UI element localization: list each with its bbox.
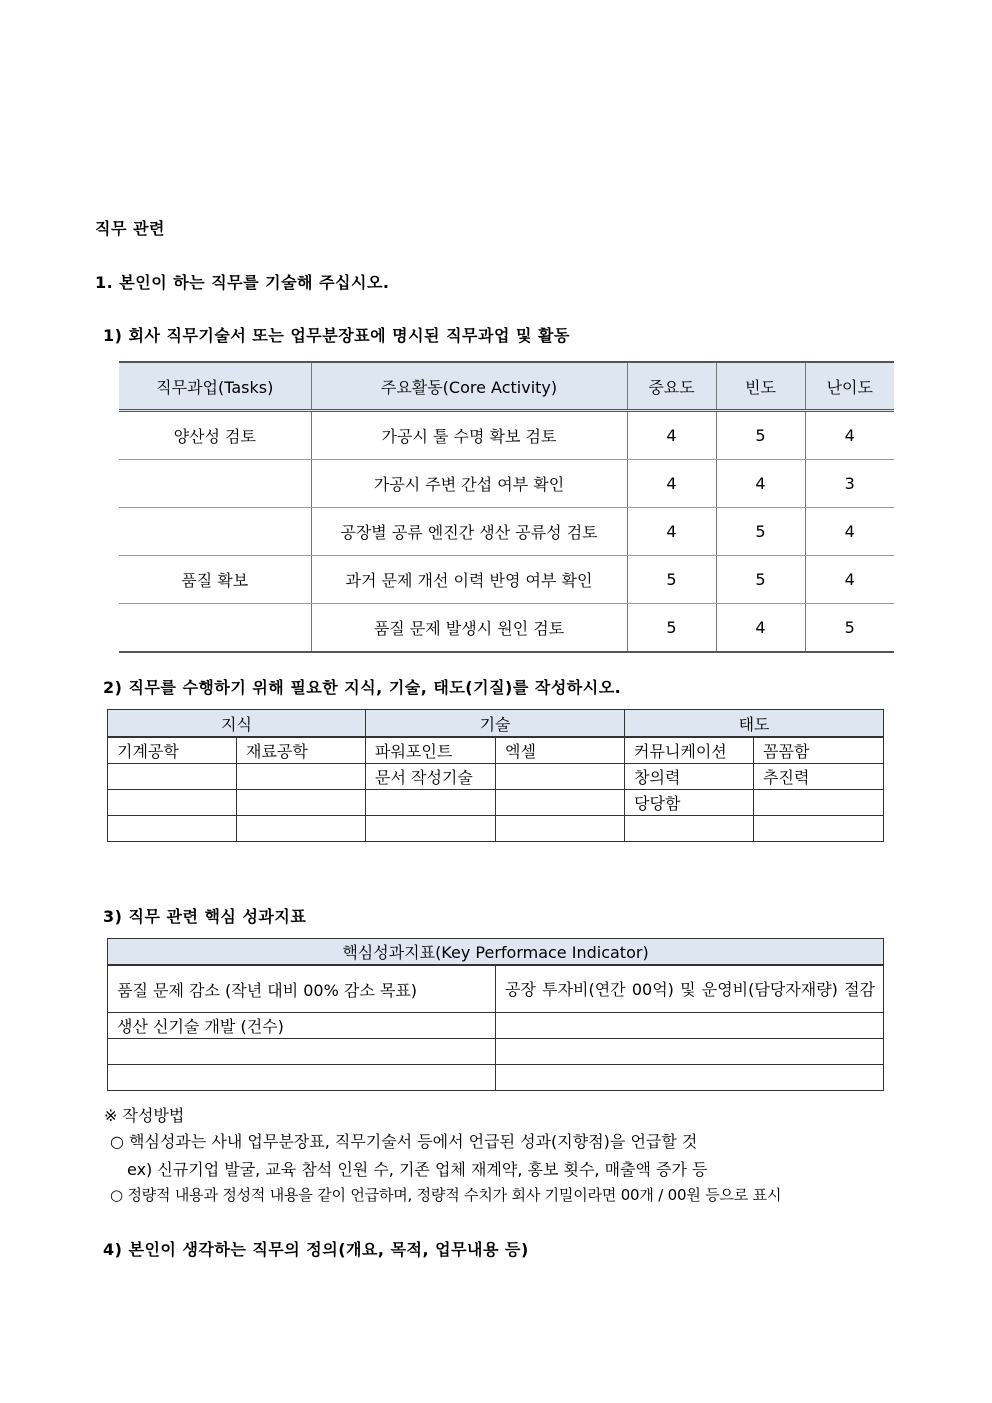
importance-cell: 5 [627,556,716,604]
difficulty-cell: 5 [805,604,894,653]
knowledge-cell [108,764,237,790]
attitude-cell: 꼼꼼함 [754,737,884,764]
notes-line-2: ex) 신규기업 발굴, 교육 참석 인원 수, 기존 업체 재계약, 홍보 횟수, 매출액 증가 등 [127,1160,708,1179]
notes-title: ※ 작성방법 [104,1106,185,1125]
header-skill: 기술 [366,710,625,738]
kpi-table [107,938,884,1091]
activity-cell: 공장별 공류 엔진간 생산 공류성 검토 [311,508,627,556]
table-row [108,965,884,1013]
table-row [119,604,894,653]
task-cell [119,508,311,556]
table-row [119,508,894,556]
table-row [119,411,894,460]
table-header-row [108,710,884,738]
knowledge-cell [237,790,366,816]
table-row [108,1039,884,1065]
kpi-cell [108,1065,496,1091]
header-kpi: 핵심성과지표(Key Performace Indicator) [108,939,884,966]
frequency-cell: 4 [716,460,805,508]
subsection-4-title: 4) 본인이 생각하는 직무의 정의(개요, 목적, 업무내용 등) [103,1240,529,1259]
header-tasks: 직무과업(Tasks) [119,362,311,411]
knowledge-cell [237,764,366,790]
table-row [108,790,884,816]
task-cell [119,460,311,508]
table-header-row [108,939,884,966]
notes-line-1: ○ 핵심성과는 사내 업무분장표, 직무기술서 등에서 언급된 성과(지향점)을 언급할 것 [110,1132,698,1151]
task-activity-table [119,361,894,653]
skill-cell [496,790,625,816]
header-attitude: 태도 [625,710,884,738]
knowledge-cell: 재료공학 [237,737,366,764]
attitude-cell [754,816,884,842]
subsection-3-title: 3) 직무 관련 핵심 성과지표 [103,907,307,926]
attitude-cell: 커뮤니케이션 [625,737,754,764]
question-1: 1. 본인이 하는 직무를 기술해 주십시오. [95,273,390,292]
importance-cell: 5 [627,604,716,653]
skill-cell [366,816,496,842]
attitude-cell [754,790,884,816]
attitude-cell: 추진력 [754,764,884,790]
difficulty-cell: 3 [805,460,894,508]
header-knowledge: 지식 [108,710,366,738]
attitude-cell [625,816,754,842]
skill-cell [496,764,625,790]
skill-cell: 엑셀 [496,737,625,764]
kpi-cell: 생산 신기술 개발 (건수) [108,1013,496,1039]
attitude-cell: 당당함 [625,790,754,816]
attitude-cell: 창의력 [625,764,754,790]
difficulty-cell: 4 [805,556,894,604]
table-row [108,737,884,764]
activity-cell: 품질 문제 발생시 원인 검토 [311,604,627,653]
header-frequency: 빈도 [716,362,805,411]
activity-cell: 가공시 툴 수명 확보 검토 [311,411,627,460]
activity-cell: 과거 문제 개선 이력 반영 여부 확인 [311,556,627,604]
kpi-cell: 품질 문제 감소 (작년 대비 00% 감소 목표) [108,965,496,1013]
frequency-cell: 4 [716,604,805,653]
table-row [108,1013,884,1039]
knowledge-cell [237,816,366,842]
skill-cell: 파워포인트 [366,737,496,764]
task-cell: 양산성 검토 [119,411,311,460]
subsection-1-title: 1) 회사 직무기술서 또는 업무분장표에 명시된 직무과업 및 활동 [103,326,570,345]
activity-cell: 가공시 주변 간섭 여부 확인 [311,460,627,508]
importance-cell: 4 [627,411,716,460]
knowledge-skill-attitude-table [107,709,884,842]
kpi-cell [496,1013,884,1039]
knowledge-cell [108,790,237,816]
frequency-cell: 5 [716,411,805,460]
table-header-row [119,362,894,411]
difficulty-cell: 4 [805,411,894,460]
skill-cell [366,790,496,816]
subsection-2-title: 2) 직무를 수행하기 위해 필요한 지식, 기술, 태도(기질)를 작성하시오. [103,678,622,697]
frequency-cell: 5 [716,508,805,556]
knowledge-cell [108,816,237,842]
table-row [119,556,894,604]
importance-cell: 4 [627,460,716,508]
header-core-activity: 주요활동(Core Activity) [311,362,627,411]
notes-line-3: ○ 정량적 내용과 정성적 내용을 같이 언급하며, 정량적 수치가 회사 기밀이라면 00개 / 00원 등으로 표시 [110,1186,782,1204]
kpi-cell [496,1065,884,1091]
kpi-cell [108,1039,496,1065]
table-row [108,816,884,842]
skill-cell: 문서 작성기술 [366,764,496,790]
knowledge-cell: 기계공학 [108,737,237,764]
table-row [119,460,894,508]
importance-cell: 4 [627,508,716,556]
kpi-cell: 공장 투자비(연간 00억) 및 운영비(담당자재량) 절감 [496,965,884,1013]
skill-cell [496,816,625,842]
difficulty-cell: 4 [805,508,894,556]
table-row [108,1065,884,1091]
header-difficulty: 난이도 [805,362,894,411]
kpi-cell [496,1039,884,1065]
header-importance: 중요도 [627,362,716,411]
frequency-cell: 5 [716,556,805,604]
task-cell [119,604,311,653]
table-row [108,764,884,790]
section-title: 직무 관련 [95,219,165,238]
task-cell: 품질 확보 [119,556,311,604]
